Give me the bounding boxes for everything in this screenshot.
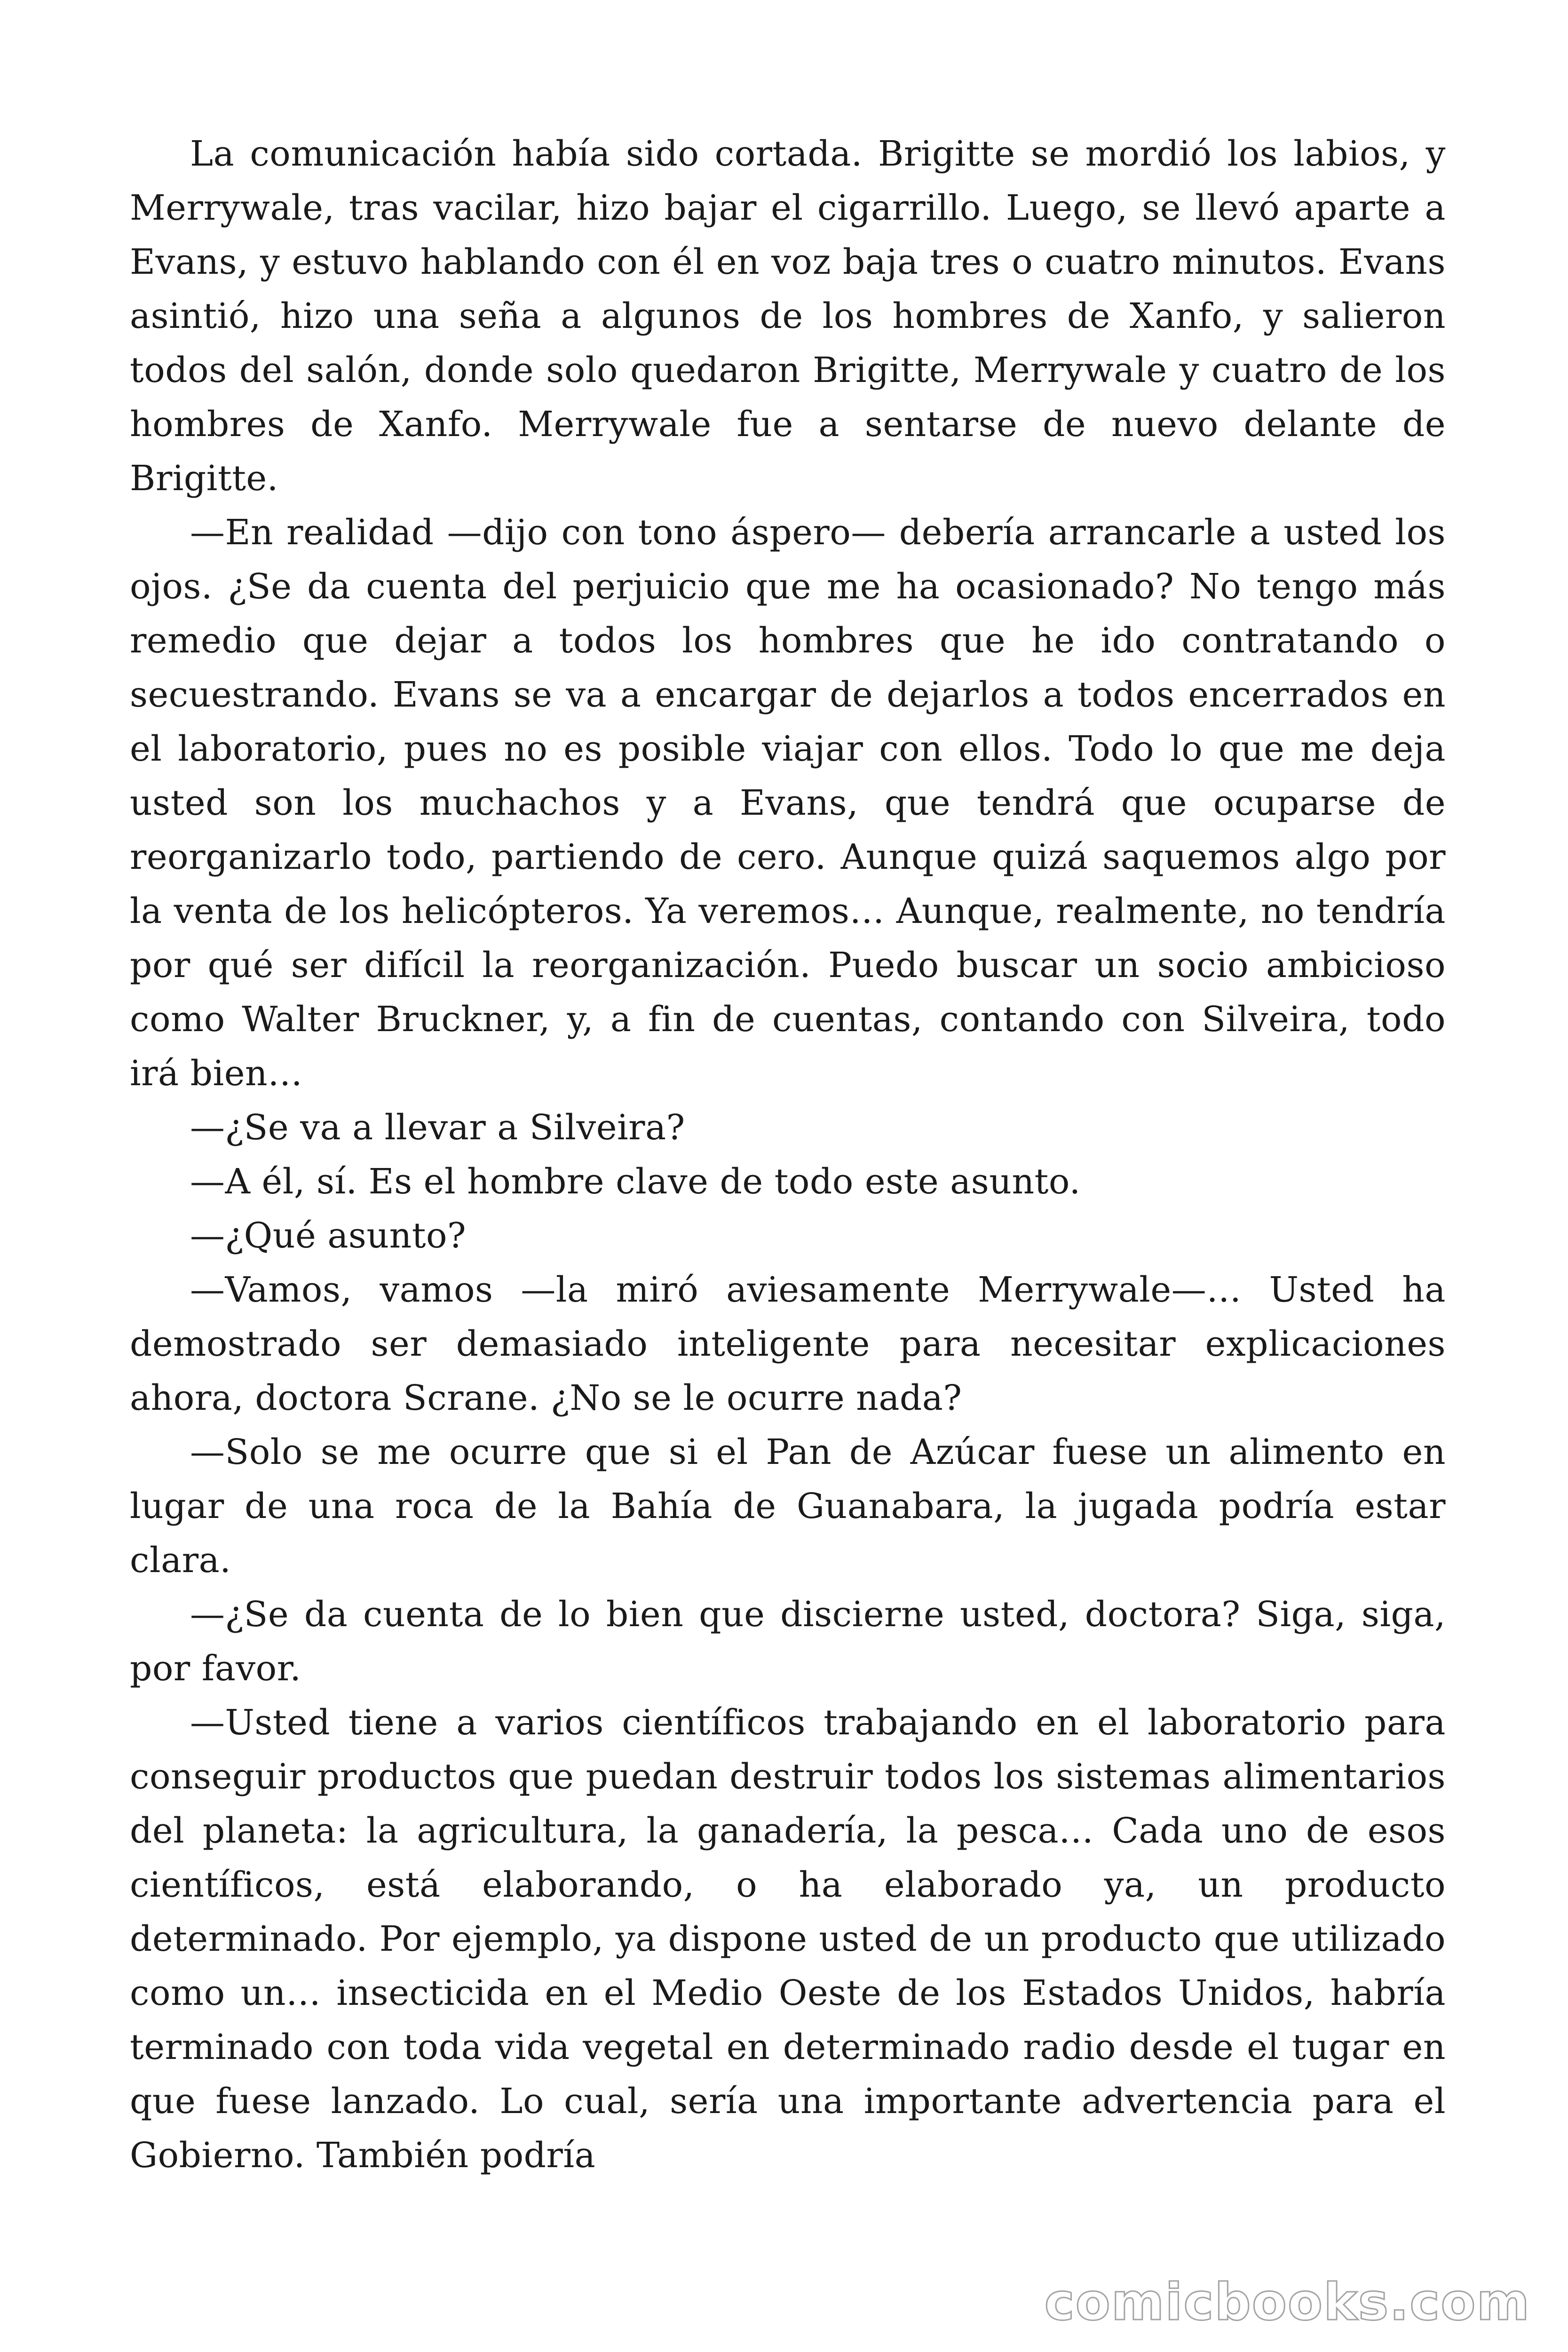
paragraph-1: La comunicación había sido cortada. Brigitte se mordió los labios, y Merrywale, tras vacilar, hizo bajar el cigarrillo. Luego, se llevó aparte a Evans, y estuvo hablando con él en voz baja tres o cuatro minutos. Evans asintió, hizo una seña a algunos de los hombres de Xanfo, y salieron todos del salón, donde solo quedaron Brigitte, Merrywale y cuatro de los hombres de Xanfo. Merrywale fue a sentarse de nuevo delante de Brigitte. bbox=[130, 134, 1446, 499]
paragraph-8: —¿Se da cuenta de lo bien que discierne usted, doctora? Siga, siga, por favor. bbox=[130, 1594, 1446, 1689]
paragraph-5: —¿Qué asunto? bbox=[190, 1216, 467, 1256]
paragraph-3: —¿Se va a llevar a Silveira? bbox=[190, 1107, 685, 1148]
paragraph-4: —A él, sí. Es el hombre clave de todo este asunto. bbox=[190, 1161, 1081, 1202]
book-page-text bbox=[130, 127, 1446, 2183]
paragraph-7: —Solo se me ocurre que si el Pan de Azúcar fuese un alimento en lugar de una roca de la Bahía de Guanabara, la jugada podría estar clara. bbox=[130, 1432, 1446, 1581]
paragraph-9: —Usted tiene a varios científicos trabajando en el laboratorio para conseguir productos que puedan destruir todos los sistemas alimentarios del planeta: la agricultura, la ganadería, la pesca… Cada uno de esos científicos, está elaborando, o ha elaborado ya, un producto determinado. Por ejemplo, ya dispone usted de un producto que utilizado como un… insecticida en el Medio Oeste de los Estados Unidos, habría terminado con toda vida vegetal en determinado radio desde el tugar en que fuese lanzado. Lo cual, sería una importante advertencia para el Gobierno. También podría bbox=[130, 1702, 1446, 2176]
site-watermark: comicbooks.com bbox=[1044, 2273, 1530, 2332]
paragraph-6: —Vamos, vamos —la miró aviesamente Merrywale—… Usted ha demostrado ser demasiado inteligente para necesitar explicaciones ahora, doctora Scrane. ¿No se le ocurre nada? bbox=[130, 1270, 1446, 1418]
paragraph-2: —En realidad —dijo con tono áspero— debería arrancarle a usted los ojos. ¿Se da cuenta del perjuicio que me ha ocasionado? No tengo más remedio que dejar a todos los hombres que he ido contratando o secuestrando. Evans se va a encargar de dejarlos a todos encerrados en el laboratorio, pues no es posible viajar con ellos. Todo lo que me deja usted son los muchachos y a Evans, que tendrá que ocuparse de reorganizarlo todo, partiendo de cero. Aunque quizá saquemos algo por la venta de los helicópteros. Ya veremos… Aunque, realmente, no tendría por qué ser difícil la reorganización. Puedo buscar un socio ambicioso como Walter Bruckner, y, a fin de cuentas, contando con Silveira, todo irá bien… bbox=[130, 512, 1446, 1094]
